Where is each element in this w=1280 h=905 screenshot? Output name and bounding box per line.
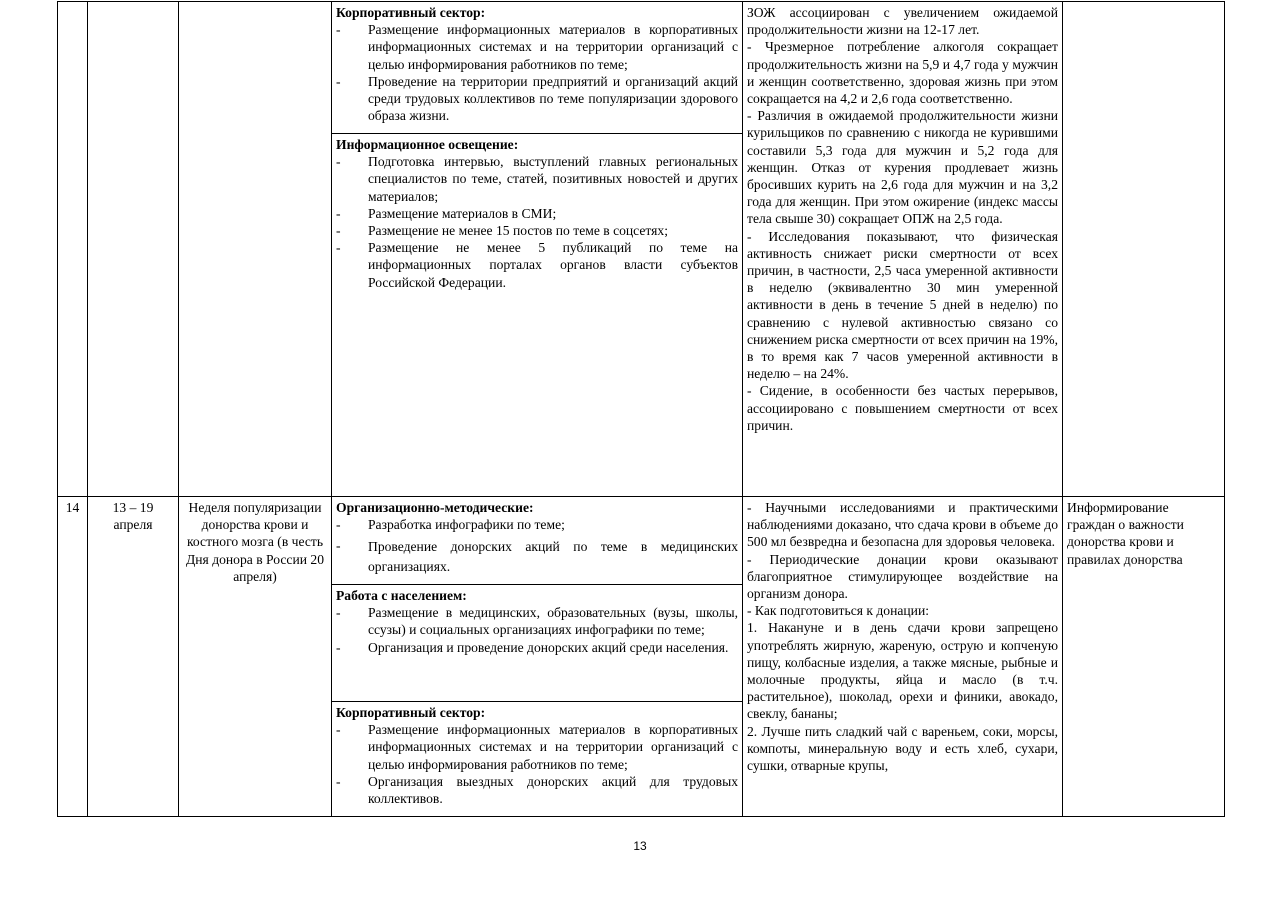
activity-title: Корпоративный сектор: [336,5,486,20]
fact-text: - Чрезмерное потребление алкоголя сокращает продолжительность жизни на 5,9 и 4,7 года у мужчин и женщин соответственно, здоровая жизнь при этом сокращается на 4,2 и 2,6 года соответственно. [747,39,1058,107]
fact-text: - Различия в ожидаемой продолжительности жизни курильщиков по сравнению с никогда не курившими составили 5,3 года для мужчин и 5,2 года для женщин. Отказ от курения продлевает жизнь бросивших курить на 2,6 года для мужчин и на 3,2 года для женщин. При этом ожирение (индекс массы тела свыше 30) сокращает ОПЖ на 2,5 года. [747,108,1058,227]
fact-text: - Как подготовиться к донации: [747,603,930,619]
events-table [57,1,1225,817]
list-item: - Размещение не менее 15 постов по теме в соцсетях; [336,223,669,239]
list-item: - Разработка инфографики по теме; [336,517,565,533]
fact-text: ЗОЖ ассоциирован с увеличением ожидаемой продолжительности жизни на 12-17 лет. [747,5,1058,38]
activity-title: Работа с населением: [336,588,467,603]
row-event: Неделя популяризации донорства крови и костного мозга (в честь Дня донора в России 20 апреля) [179,497,332,817]
fact-text: 2. Лучше пить сладкий чай с вареньем, соки, морсы, компоты, минеральную воду и есть хлеб, сухари, сушки, отварные крупы, [747,723,1058,774]
fact-text: - Научными исследованиями и практическими наблюдениями доказано, что сдача крови в объеме до 500 мл безвредна и безопасна для здоровья человека. [747,500,1058,550]
list-item: - Размещение информационных материалов в корпоративных информационных системах и на территории организаций с целью информирования работников по теме; [336,22,738,72]
row-result: Информирование граждан о важности донорства крови и правилах донорства [1063,497,1225,817]
fact-text: - Исследования показывают, что физическая активность снижает риски смертности от всех причин, в частности, 2,5 часа умеренной активности в неделю (эквивалентно 30 мин умеренной активности в день в течение 5 дней в неделю) по сравнению с нулевой активностью связано со снижением риска смертности от всех причин на 19%, в то время как 7 часов умеренной активности в неделю – на 24%. [747,228,1058,382]
facts-cell [743,497,1063,817]
row-number: 14 [58,497,88,817]
activity-block-population [332,585,743,702]
cell-num-empty [58,2,88,497]
fact-text: - Сидение, в особенности без частых перерывов, ассоциировано с повышением смертности от всех причин. [747,383,1058,433]
activity-block-media [332,134,743,497]
row-date: 13 – 19 апреля [88,497,179,817]
list-item: - Проведение на территории предприятий и организаций акций среди трудовых коллективов по теме популяризации здорового образа жизни. [336,73,738,124]
cell-date-empty [88,2,179,497]
table-row-continued [58,2,1225,134]
activity-block-corporate [332,2,743,134]
list-item: - Проведение донорских акций по теме в медицинских организациях. [336,538,738,575]
activity-title: Информационное освещение: [336,137,519,152]
list-item: - Организация выездных донорских акций для трудовых коллективов. [336,773,738,807]
fact-text: 1. Накануне и в день сдачи крови запрещено употреблять жирную, жареную, острую и копченую пищу, колбасные изделия, а также мясные, рыбные и молочные продукты, яйца и масло (в т.ч. растительное), шоколад, орехи и финики, авокадо, свеклу, бананы; [747,620,1058,722]
list-item: - Размещение в медицинских, образовательных (вузы, школы, ссузы) и социальных организациях инфографики по теме; [336,605,738,638]
page-number: 13 [633,839,647,853]
list-item: - Размещение материалов в СМИ; [336,205,557,221]
list-item: - Размещение информационных материалов в корпоративных информационных системах и на территории организаций с целью информирования работников по теме; [336,722,738,772]
cell-result-empty [1063,2,1225,497]
activity-block-methodical [332,497,743,585]
cell-event-empty [179,2,332,497]
facts-cell [743,2,1063,497]
list-item: - Размещение не менее 5 публикаций по теме на информационных порталах органов власти субъектов Российской Федерации. [336,240,738,290]
list-item: - Организация и проведение донорских акций среди населения. [336,639,729,655]
table-row-14 [58,497,1225,585]
list-item: - Подготовка интервью, выступлений главных региональных специалистов по теме, статей, позитивных новостей и других материалов; [336,154,738,204]
activity-title: Организационно-методические: [336,500,534,515]
activity-block-corporate-14 [332,702,743,817]
fact-text: - Периодические донации крови оказывают благоприятное стимулирующее воздействие на организм донора. [747,551,1058,602]
activity-title: Корпоративный сектор: [336,705,486,720]
